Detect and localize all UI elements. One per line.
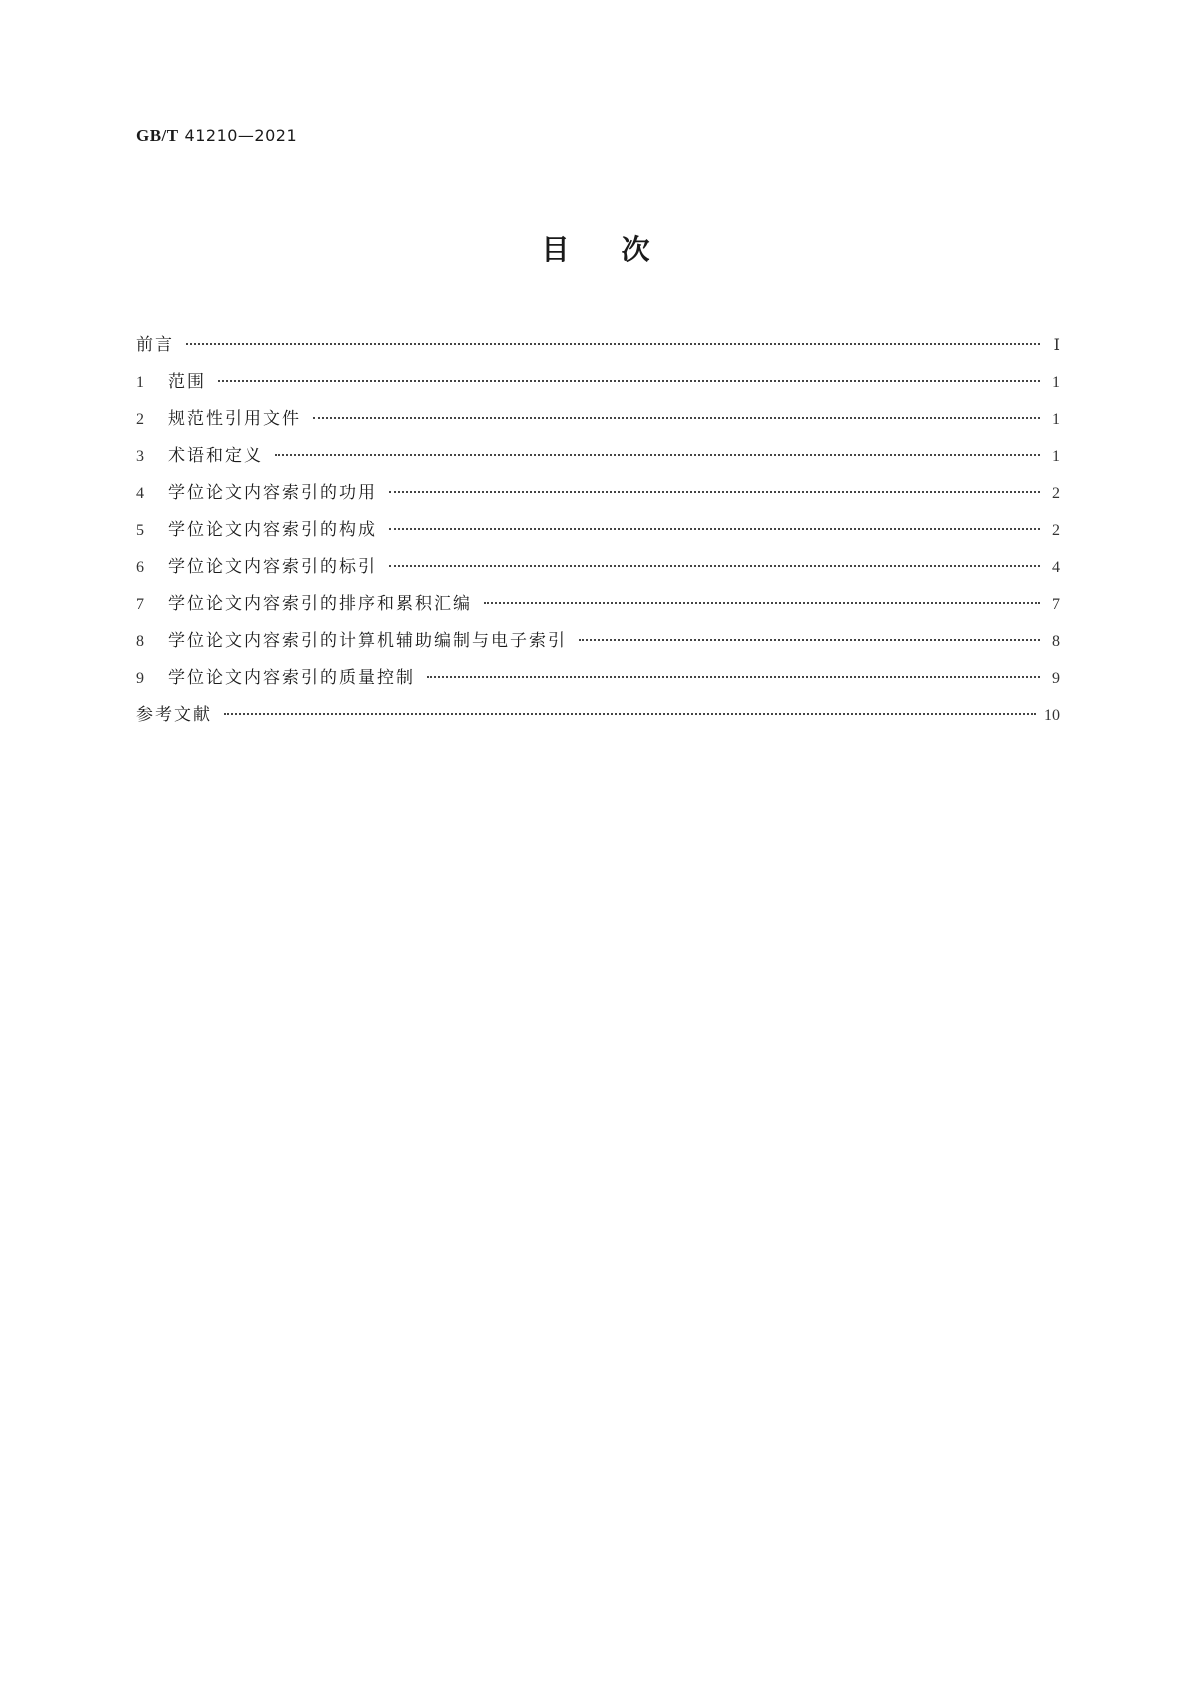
toc-entry[interactable] bbox=[136, 478, 1060, 515]
toc-entry[interactable] bbox=[136, 330, 1060, 367]
toc-entry[interactable] bbox=[136, 663, 1060, 700]
toc-entry[interactable] bbox=[136, 552, 1060, 589]
dot-leader bbox=[579, 639, 1040, 641]
dot-leader bbox=[389, 491, 1040, 493]
standard-code: GB/T bbox=[136, 126, 179, 145]
toc-entry-label: 规范性引用文件 bbox=[168, 409, 301, 429]
document-header bbox=[136, 126, 297, 146]
dot-leader bbox=[275, 454, 1040, 456]
toc-entry-page-number: 8 bbox=[1052, 633, 1060, 650]
toc-entry[interactable] bbox=[136, 367, 1060, 404]
toc-entry-number: 5 bbox=[136, 522, 146, 539]
toc-entry[interactable] bbox=[136, 589, 1060, 626]
toc-entry-label: 学位论文内容索引的构成 bbox=[168, 520, 377, 540]
toc-entry-page-number: Ⅰ bbox=[1053, 337, 1060, 354]
dot-leader bbox=[427, 676, 1040, 678]
dot-leader bbox=[389, 565, 1040, 567]
toc-entry-page-number: 1 bbox=[1052, 448, 1060, 465]
dot-leader bbox=[389, 528, 1040, 530]
toc-entry[interactable] bbox=[136, 515, 1060, 552]
toc-entry-page-number: 2 bbox=[1052, 522, 1060, 539]
toc-entry-page-number: 7 bbox=[1052, 596, 1060, 613]
toc-entry-label: 学位论文内容索引的标引 bbox=[168, 557, 377, 577]
toc-entry-number: 7 bbox=[136, 596, 146, 613]
toc-entry[interactable] bbox=[136, 700, 1060, 737]
dot-leader bbox=[218, 380, 1040, 382]
dot-leader bbox=[224, 713, 1036, 715]
dot-leader bbox=[484, 602, 1040, 604]
toc-entry-label: 学位论文内容索引的质量控制 bbox=[168, 668, 415, 688]
toc-entry[interactable] bbox=[136, 441, 1060, 478]
toc-entry-page-number: 9 bbox=[1052, 670, 1060, 687]
toc-title: 目次 bbox=[541, 233, 702, 266]
toc-entry-number: 6 bbox=[136, 559, 146, 576]
toc-entry-label: 学位论文内容索引的排序和累积汇编 bbox=[168, 594, 472, 614]
toc-entry[interactable] bbox=[136, 404, 1060, 441]
toc-entry-number: 8 bbox=[136, 633, 146, 650]
toc-entry-page-number: 1 bbox=[1052, 374, 1060, 391]
toc-entry-number: 2 bbox=[136, 411, 146, 428]
table-of-contents bbox=[136, 330, 1060, 737]
toc-entry-label: 前言 bbox=[136, 335, 174, 355]
toc-entry-label: 范围 bbox=[168, 372, 206, 392]
toc-entry-label: 参考文献 bbox=[136, 705, 212, 725]
toc-entry-label: 学位论文内容索引的计算机辅助编制与电子索引 bbox=[168, 631, 567, 651]
toc-entry-page-number: 10 bbox=[1044, 707, 1060, 724]
toc-entry-page-number: 4 bbox=[1052, 559, 1060, 576]
toc-entry[interactable] bbox=[136, 626, 1060, 663]
toc-entry-label: 术语和定义 bbox=[168, 446, 263, 466]
toc-entry-number: 9 bbox=[136, 670, 146, 687]
dot-leader bbox=[186, 343, 1040, 345]
toc-entry-number: 1 bbox=[136, 374, 146, 391]
toc-entry-page-number: 1 bbox=[1052, 411, 1060, 428]
standard-number: 41210—2021 bbox=[184, 126, 298, 145]
dot-leader bbox=[313, 417, 1040, 419]
toc-entry-number: 4 bbox=[136, 485, 146, 502]
toc-entry-number: 3 bbox=[136, 448, 146, 465]
toc-entry-page-number: 2 bbox=[1052, 485, 1060, 502]
toc-entry-label: 学位论文内容索引的功用 bbox=[168, 483, 377, 503]
